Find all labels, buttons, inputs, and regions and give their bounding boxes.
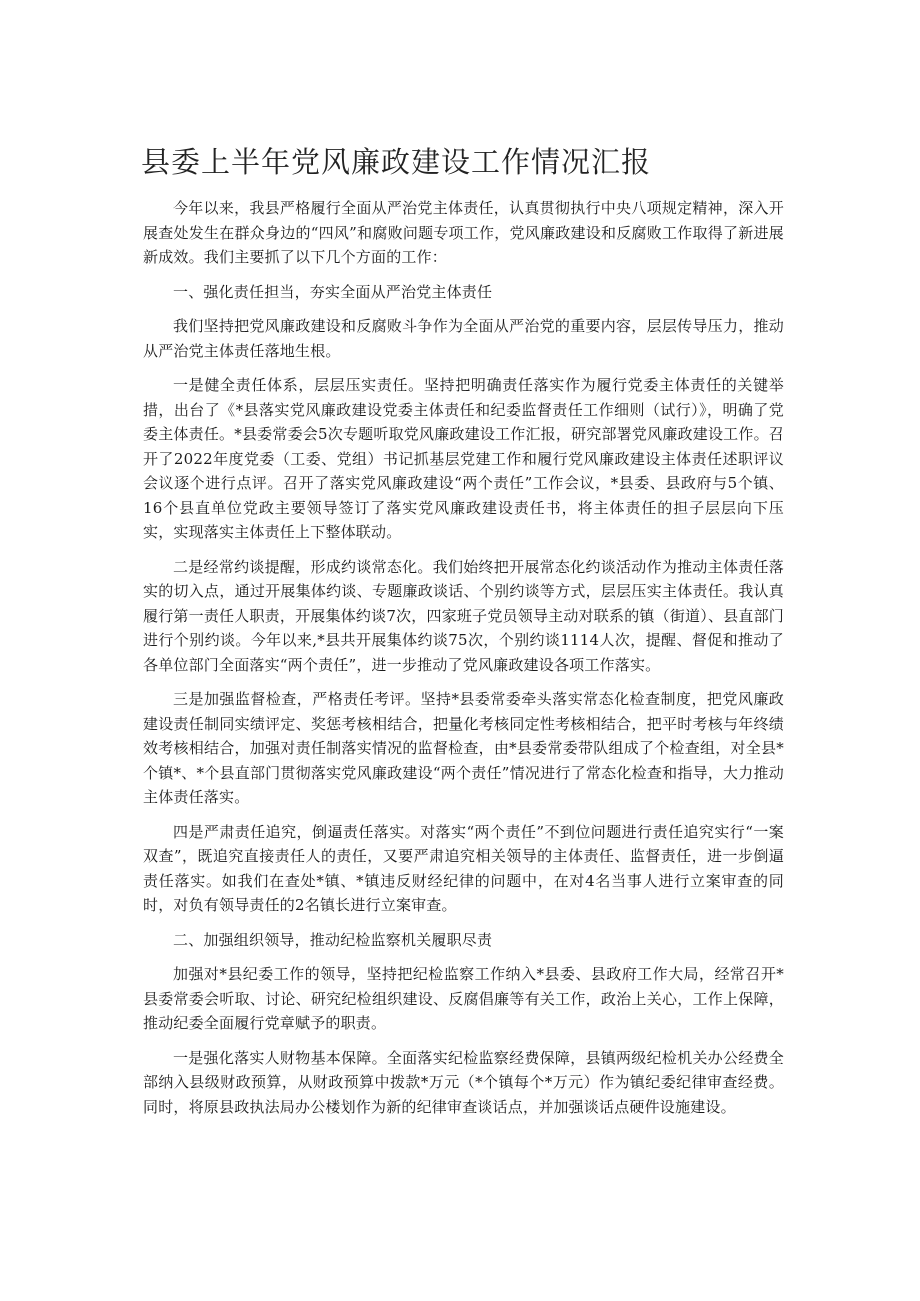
intro-paragraph: 今年以来，我县严格履行全面从严治党主体责任，认真贯彻执行中央八项规定精神，深入开展查处发生在群众身边的“四风”和腐败问题专项工作，党风廉政建设和反腐败工作取得了新进展新成效。我们主要抓了以下几个方面的工作： [143,199,784,266]
section-heading-2: 二、加强组织领导，推动纪检监察机关履职尽责 [173,930,493,949]
body-paragraph: 三是加强监督检查，严格责任考评。坚持*县委常委牵头落实常态化检查制度，把党风廉政建设责任制同实绩评定、奖惩考核相结合，把量化考核同定性考核相结合，把平时考核与年终绩效考核相结合，加强对责任制落实情况的监督检查，由*县委常委带队组成了个检查组，对全县*个镇*、*个县直部门贯彻落实党风廉政建设“两个责任”情况进行了常态化检查和指导，大力推动主体责任落实。 [143,690,784,806]
body-paragraph: 我们坚持把党风廉政建设和反腐败斗争作为全面从严治党的重要内容，层层传导压力，推动从严治党主体责任落地生根。 [143,317,784,360]
body-paragraph: 一是强化落实人财物基本保障。全面落实纪检监察经费保障，县镇两级纪检机关办公经费全部纳入县级财政预算，从财政预算中拨款*万元（*个镇每个*万元）作为镇纪委纪律审查经费。同时，将原县政执法局办公楼划作为新的纪律审查谈话点，并加强谈话点硬件设施建设。 [143,1048,784,1116]
body-paragraph: 四是严肃责任追究，倒逼责任落实。对落实“两个责任”不到位问题进行责任追究实行“一案双查”，既追究直接责任人的责任，又要严肃追究相关领导的主体责任、监督责任，进一步倒逼责任落实。如我们在查处*镇、*镇违反财经纪律的问题中，在对4名当事人进行立案审查的同时，对负有领导责任的2名镇长进行立案审查。 [143,822,784,914]
section-heading-1: 一、强化责任担当，夯实全面从严治党主体责任 [173,282,493,301]
body-paragraph: 二是经常约谈提醒，形成约谈常态化。我们始终把开展常态化约谈活动作为推动主体责任落实的切入点，通过开展集体约谈、专题廉政谈话、个别约谈等方式，层层压实主体责任。我认真履行第一责任人职责，开展集体约谈7次，四家班子党员领导主动对联系的镇（街道）、县直部门进行个别约谈。今年以来,*县共开展集体约谈75次，个别约谈1114人次，提醒、督促和推动了各单位部门全面落实“两个责任”，进一步推动了党风廉政建设各项工作落实。 [143,557,784,674]
document-title: 县委上半年党风廉政建设工作情况汇报 [141,145,652,179]
body-paragraph: 一是健全责任体系，层层压实责任。坚持把明确责任落实作为履行党委主体责任的关键举措，出台了《*县落实党风廉政建设党委主体责任和纪委监督责任工作细则（试行）》，明确了党委主体责任。*县委常委会5次专题听取党风廉政建设工作汇报，研究部署党风廉政建设工作。召开了2022年度党委（工委、党组）书记抓基层党建工作和履行党风廉政建设主体责任述职评议会议逐个进行点评。召开了落实党风廉政建设“两个责任”工作会议，*县委、县政府与5个镇、16个县直单位党政主要领导签订了落实党风廉政建设责任书，将主体责任的担子层层向下压实，实现落实主体责任上下整体联动。 [143,376,784,541]
body-paragraph: 加强对*县纪委工作的领导，坚持把纪检监察工作纳入*县委、县政府工作大局，经常召开*县委常委会听取、讨论、研究纪检组织建设、反腐倡廉等有关工作，政治上关心，工作上保障，推动纪委全面履行党章赋予的职责。 [143,965,784,1032]
document-body [143,196,784,1129]
